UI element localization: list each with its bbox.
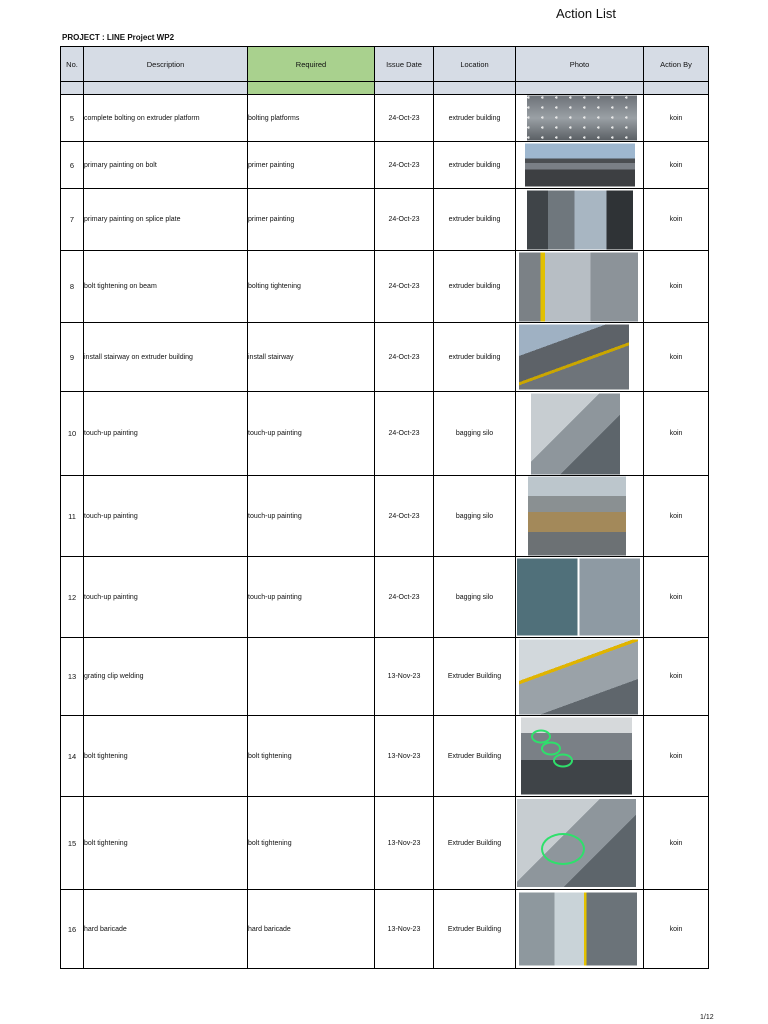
row-location: Extruder Building: [434, 797, 516, 890]
row-action-by: koin: [644, 638, 709, 716]
row-no: 10: [61, 392, 84, 476]
row-action-by: koin: [644, 189, 709, 251]
row-issue-date: 13-Nov-23: [375, 890, 434, 969]
row-no: 16: [61, 890, 84, 969]
row-photo-cell: [516, 95, 644, 142]
row-description: complete bolting on extruder platform: [84, 95, 248, 142]
bolted-platform-photo: [527, 96, 637, 141]
row-issue-date: 13-Nov-23: [375, 797, 434, 890]
table-row: [61, 189, 709, 251]
table-row: [61, 557, 709, 638]
table-row: [61, 251, 709, 323]
row-required: touch-up painting: [248, 392, 375, 476]
row-location: extruder building: [434, 251, 516, 323]
row-required: bolting platforms: [248, 95, 375, 142]
header-issue-date: Issue Date: [375, 47, 434, 82]
hard-barricade-photo: [519, 893, 637, 966]
row-action-by: koin: [644, 716, 709, 797]
touch-up-photo: [517, 559, 640, 636]
row-photo-cell: [516, 323, 644, 392]
row-photo-cell: [516, 797, 644, 890]
table-row: [61, 476, 709, 557]
row-no: 14: [61, 716, 84, 797]
header-photo: Photo: [516, 47, 644, 82]
row-location: extruder building: [434, 95, 516, 142]
row-issue-date: 24-Oct-23: [375, 251, 434, 323]
row-issue-date: 13-Nov-23: [375, 638, 434, 716]
row-location: bagging silo: [434, 476, 516, 557]
bolt-tightening-photo: [521, 718, 632, 795]
touch-up-photo: [528, 477, 626, 556]
row-issue-date: 24-Oct-23: [375, 476, 434, 557]
table-row: [61, 95, 709, 142]
row-photo-cell: [516, 142, 644, 189]
header-action-by: Action By: [644, 47, 709, 82]
header-location: Location: [434, 47, 516, 82]
table-header-row: [61, 47, 709, 82]
bolt-tightening-photo: [517, 799, 636, 887]
row-description: primary painting on splice plate: [84, 189, 248, 251]
row-no: 13: [61, 638, 84, 716]
grating-clip-photo: [519, 639, 638, 714]
table-row: [61, 638, 709, 716]
bolt-painting-photo: [525, 144, 635, 187]
row-photo-cell: [516, 251, 644, 323]
row-required: touch-up painting: [248, 476, 375, 557]
row-photo-cell: [516, 189, 644, 251]
row-location: extruder building: [434, 189, 516, 251]
row-description: bolt tightening: [84, 797, 248, 890]
row-photo-cell: [516, 638, 644, 716]
row-action-by: koin: [644, 392, 709, 476]
row-no: 7: [61, 189, 84, 251]
highlight-circle-icon: [541, 833, 585, 865]
row-issue-date: 24-Oct-23: [375, 323, 434, 392]
document-title: Action List: [556, 6, 616, 21]
row-no: 12: [61, 557, 84, 638]
row-photo-cell: [516, 716, 644, 797]
row-no: 9: [61, 323, 84, 392]
row-description: touch-up painting: [84, 476, 248, 557]
row-description: install stairway on extruder building: [84, 323, 248, 392]
row-issue-date: 13-Nov-23: [375, 716, 434, 797]
row-action-by: koin: [644, 476, 709, 557]
row-required: hard baricade: [248, 890, 375, 969]
header-required: Required: [248, 47, 375, 82]
row-description: bolt tightening on beam: [84, 251, 248, 323]
beam-bolt-photo: [519, 252, 638, 321]
row-description: bolt tightening: [84, 716, 248, 797]
row-photo-cell: [516, 557, 644, 638]
row-location: bagging silo: [434, 392, 516, 476]
highlight-circle-icon: [553, 754, 573, 768]
row-location: Extruder Building: [434, 890, 516, 969]
header-no: No.: [61, 47, 84, 82]
row-description: grating clip welding: [84, 638, 248, 716]
row-no: 8: [61, 251, 84, 323]
row-required: primer painting: [248, 142, 375, 189]
row-location: bagging silo: [434, 557, 516, 638]
row-photo-cell: [516, 890, 644, 969]
row-action-by: koin: [644, 251, 709, 323]
header-description: Description: [84, 47, 248, 82]
project-label: PROJECT : LINE Project WP2: [62, 33, 175, 42]
action-list-table: [60, 46, 709, 969]
row-description: hard baricade: [84, 890, 248, 969]
row-required: install stairway: [248, 323, 375, 392]
row-description: touch-up painting: [84, 557, 248, 638]
row-required: touch-up painting: [248, 557, 375, 638]
row-location: Extruder Building: [434, 716, 516, 797]
row-description: primary painting on bolt: [84, 142, 248, 189]
row-required: [248, 638, 375, 716]
header-spacer-row: [61, 82, 709, 95]
row-location: extruder building: [434, 323, 516, 392]
row-action-by: koin: [644, 142, 709, 189]
row-location: extruder building: [434, 142, 516, 189]
row-action-by: koin: [644, 95, 709, 142]
table-row: [61, 890, 709, 969]
row-photo-cell: [516, 392, 644, 476]
row-issue-date: 24-Oct-23: [375, 142, 434, 189]
row-no: 6: [61, 142, 84, 189]
row-action-by: koin: [644, 557, 709, 638]
row-location: Extruder Building: [434, 638, 516, 716]
table-row: [61, 142, 709, 189]
stairway-photo: [519, 325, 629, 390]
touch-up-photo: [531, 393, 620, 474]
row-issue-date: 24-Oct-23: [375, 95, 434, 142]
row-required: bolt tightening: [248, 716, 375, 797]
table-row: [61, 392, 709, 476]
splice-plate-photo: [527, 190, 633, 249]
table-row: [61, 323, 709, 392]
row-required: primer painting: [248, 189, 375, 251]
row-no: 15: [61, 797, 84, 890]
table-row: [61, 797, 709, 890]
row-no: 5: [61, 95, 84, 142]
row-action-by: koin: [644, 323, 709, 392]
row-issue-date: 24-Oct-23: [375, 189, 434, 251]
row-required: bolting tightening: [248, 251, 375, 323]
row-description: touch-up painting: [84, 392, 248, 476]
row-issue-date: 24-Oct-23: [375, 392, 434, 476]
row-action-by: koin: [644, 797, 709, 890]
row-action-by: koin: [644, 890, 709, 969]
page-number: 1/12: [700, 1014, 714, 1021]
row-photo-cell: [516, 476, 644, 557]
row-required: bolt tightening: [248, 797, 375, 890]
table-row: [61, 716, 709, 797]
row-issue-date: 24-Oct-23: [375, 557, 434, 638]
row-no: 11: [61, 476, 84, 557]
